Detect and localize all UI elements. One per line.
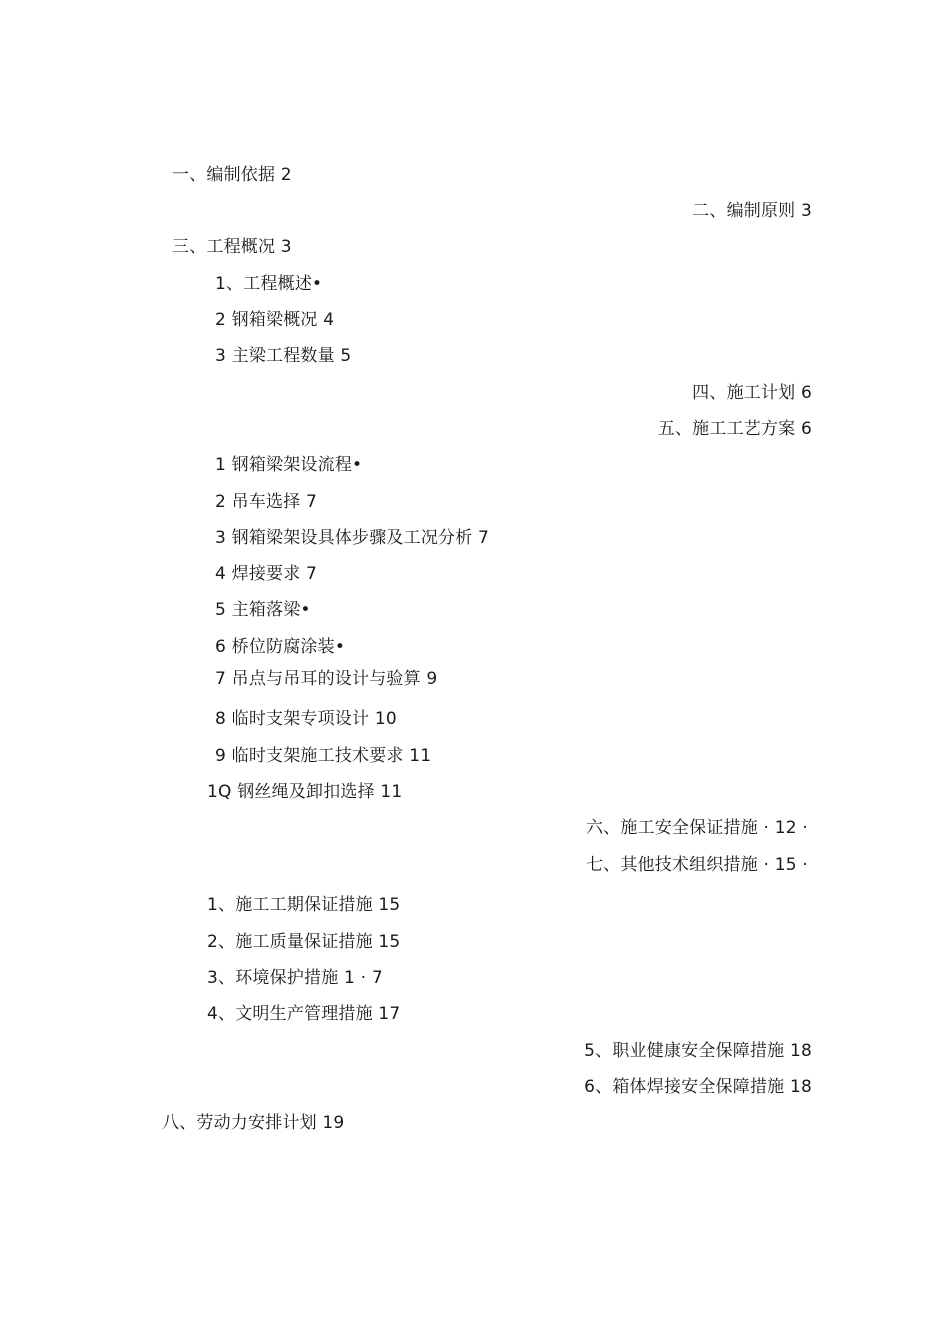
- toc-entry[interactable]: 8 临时支架专项设计 10: [215, 709, 397, 729]
- toc-entry[interactable]: 三、工程概况 3: [172, 237, 292, 257]
- toc-entry[interactable]: 二、编制原则 3: [692, 201, 812, 221]
- toc-entry[interactable]: 3 钢箱梁架设具体步骤及工况分析 7: [215, 528, 490, 548]
- toc-entry[interactable]: 六、施工安全保证措施 · 12 ·: [585, 818, 808, 838]
- toc-entry[interactable]: 一、编制依据 2: [172, 165, 292, 185]
- toc-entry[interactable]: 6、箱体焊接安全保障措施 18: [584, 1077, 812, 1097]
- toc-entry[interactable]: 2 钢箱梁概况 4: [215, 310, 335, 330]
- toc-entry[interactable]: 八、劳动力安排计划 19: [162, 1113, 345, 1133]
- toc-entry[interactable]: 1、施工工期保证措施 15: [207, 895, 401, 915]
- toc-entry[interactable]: 3 主梁工程数量 5: [215, 346, 352, 366]
- toc-entry[interactable]: 3、环境保护措施 1 · 7: [207, 968, 383, 988]
- toc-entry[interactable]: 5 主箱落梁•: [215, 600, 311, 620]
- toc-entry[interactable]: 1、工程概述•: [215, 274, 323, 294]
- toc-entry[interactable]: 5、职业健康安全保障措施 18: [584, 1041, 812, 1061]
- toc-entry[interactable]: 七、其他技术组织措施 · 15 ·: [585, 855, 808, 875]
- toc-entry[interactable]: 6 桥位防腐涂装•: [215, 637, 346, 657]
- toc-entry[interactable]: 四、施工计划 6: [692, 383, 812, 403]
- toc-entry[interactable]: 4、文明生产管理措施 17: [207, 1004, 401, 1024]
- toc-entry[interactable]: 9 临时支架施工技术要求 11: [215, 746, 432, 766]
- toc-entry[interactable]: 2 吊车选择 7: [215, 492, 318, 512]
- toc-entry[interactable]: 1Q 钢丝绳及卸扣选择 11: [207, 782, 403, 802]
- toc-entry[interactable]: 4 焊接要求 7: [215, 564, 318, 584]
- toc-entry[interactable]: 7 吊点与吊耳的设计与验算 9: [215, 669, 438, 689]
- toc-entry[interactable]: 2、施工质量保证措施 15: [207, 932, 401, 952]
- toc-entry[interactable]: 五、施工工艺方案 6: [657, 419, 812, 439]
- toc-entry[interactable]: 1 钢箱梁架设流程•: [215, 455, 363, 475]
